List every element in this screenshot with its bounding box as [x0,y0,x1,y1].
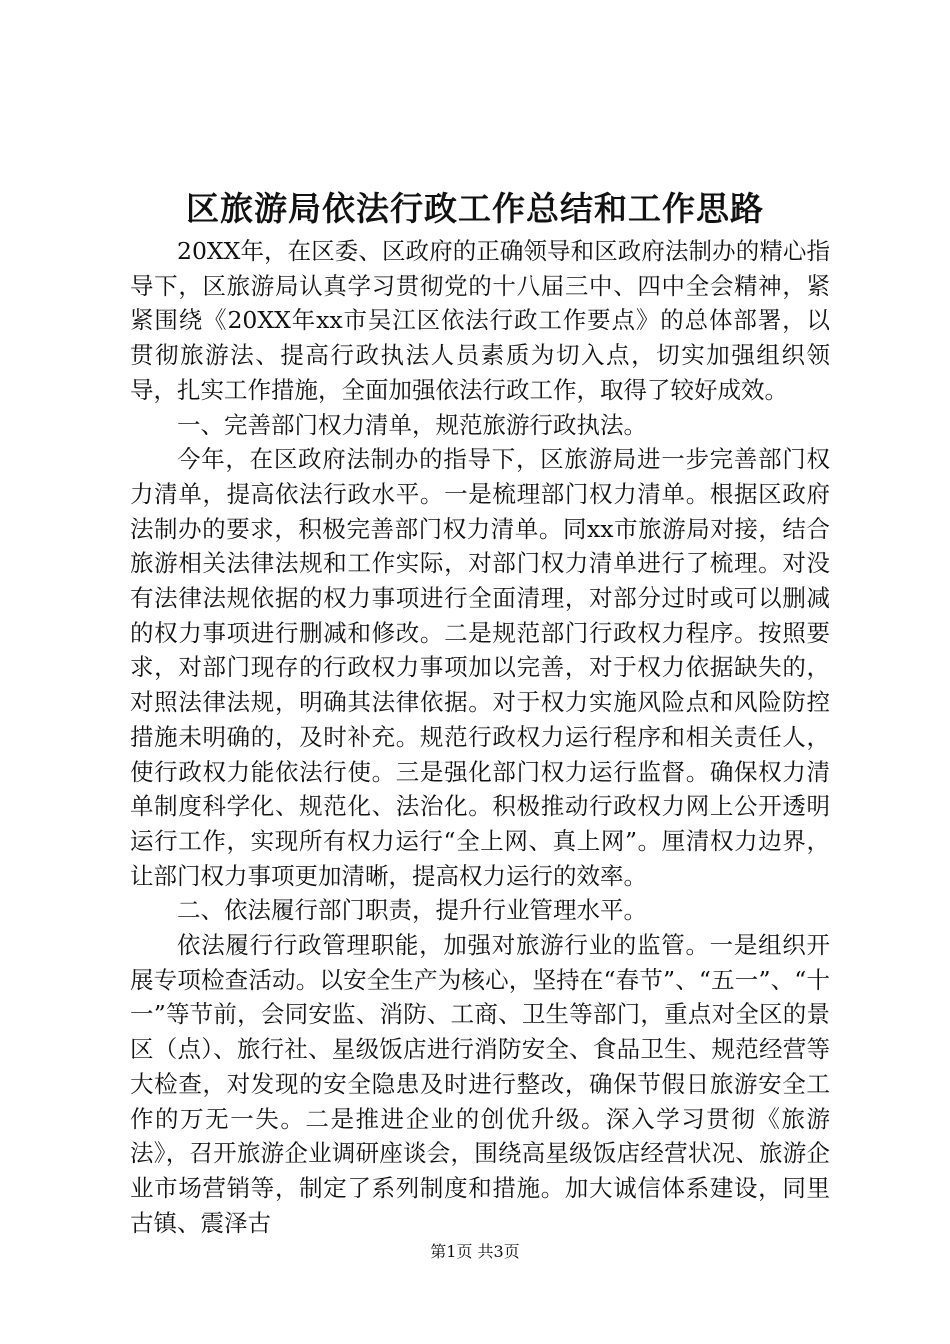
document-body [130,234,830,1240]
paragraph-section-1: 今年，在区政府法制办的指导下，区旅游局进一步完善部门权力清单，提高依法行政水平。一是梳理部门权力清单。根据区政府法制办的要求，积极完善部门权力清单。同xx市旅游局对接，结合旅游相关法律法规和工作实际，对部门权力清单进行了梳理。对没有法律法规依据的权力事项进行全面清理，对部分过时或可以删减的权力事项进行删减和修改。二是规范部门行政权力程序。按照要求，对部门现存的行政权力事项加以完善，对于权力依据缺失的，对照法律法规，明确其法律依据。对于权力实施风险点和风险防控措施未明确的，及时补充。规范行政权力运行程序和相关责任人，使行政权力能依法行使。三是强化部门权力运行监督。确保权力清单制度科学化、规范化、法治化。积极推动行政权力网上公开透明运行工作，实现所有权力运行“全上网、真上网”。厘清权力边界，让部门权力事项更加清晰，提高权力运行的效率。 [130,445,830,890]
paragraph-intro: 20XX年，在区委、区政府的正确领导和区政府法制办的精心指导下，区旅游局认真学习贯彻党的十八届三中、四中全会精神，紧紧围绕《20XX年xx市吴江区依法行政工作要点》的总体部署，以贯彻旅游法、提高行政执法人员素质为切入点，切实加强组织领导，扎实工作措施，全面加强依法行政工作，取得了较好成效。 [130,237,830,404]
section-heading-2: 二、依法履行部门职责，提升行业管理水平。 [177,896,647,925]
paragraph-section-2: 依法履行行政管理职能，加强对旅游行业的监管。一是组织开展专项检查活动。以安全生产为核心，坚持在“春节”、“五一”、“十一”等节前，会同安监、消防、工商、卫生等部门，重点对全区的景区（点）、旅行社、星级饭店进行消防安全、食品卫生、规范经营等大检查，对发现的安全隐患及时进行整改，确保节假日旅游安全工作的万无一失。二是推进企业的创优升级。深入学习贯彻《旅游法》，召开旅游企业调研座谈会，围绕高星级饭店经营状况、旅游企业市场营销等，制定了系列制度和措施。加大诚信体系建设，同里古镇、震泽古 [130,931,830,1237]
page-number-footer: 第1页 共3页 [430,1242,520,1261]
document-title: 区旅游局依法行政工作总结和工作思路 [186,189,764,228]
section-heading-1: 一、完善部门权力清单，规范旅游行政执法。 [177,410,647,439]
